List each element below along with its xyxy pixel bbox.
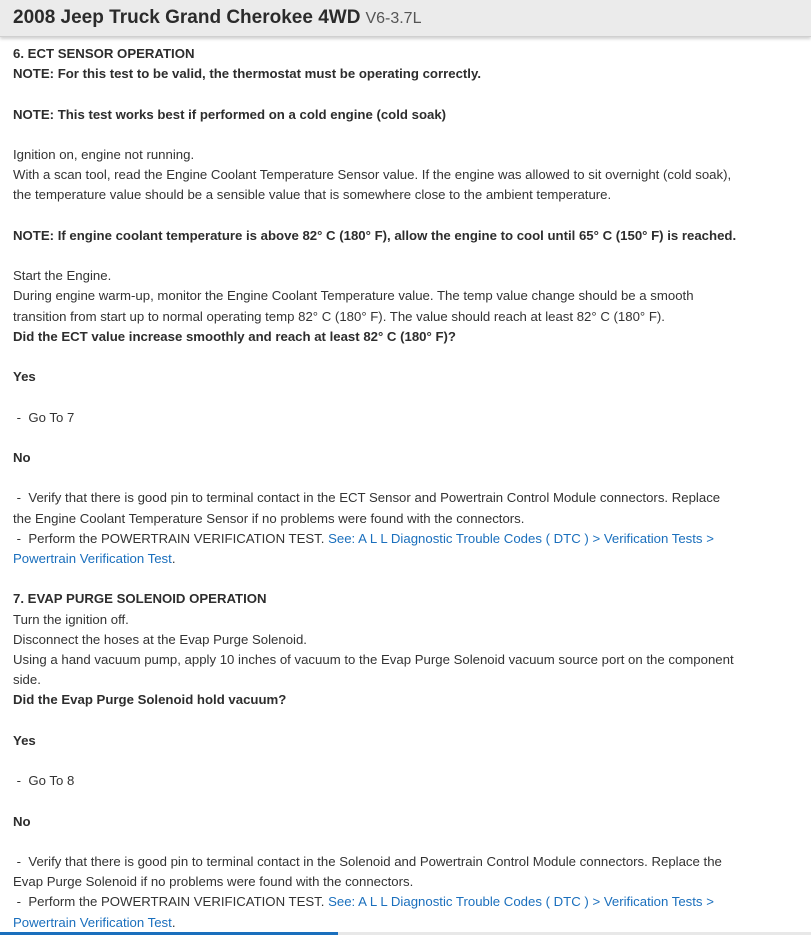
answer-no-label: No <box>13 449 31 465</box>
powertrain-verification-link[interactable]: Powertrain Verification Test <box>13 914 172 930</box>
powertrain-verification-link[interactable]: Powertrain Verification Test <box>13 550 172 566</box>
test-question: Did the ECT value increase smoothly and reach at least 82° C (180° F)? <box>13 328 456 344</box>
step-text: Start the Engine. <box>13 268 112 284</box>
answer-no-label: No <box>13 813 31 829</box>
no-action: Evap Purge Solenoid if no problems were found with the connectors. <box>13 874 414 890</box>
test-question: Did the Evap Purge Solenoid hold vacuum? <box>13 692 287 708</box>
vehicle-title: 2008 Jeep Truck Grand Cherokee 4WD V6-3.7L <box>13 7 422 28</box>
verification-tests-link[interactable]: See: A L L Diagnostic Trouble Codes ( DTC ) > Verification Tests > <box>328 894 714 910</box>
verification-step: - Perform the POWERTRAIN VERIFICATION TEST. See: A L L Diagnostic Trouble Codes ( DTC ) > Verification Tests > <box>13 894 714 910</box>
no-action: - Verify that there is good pin to terminal contact in the Solenoid and Powertrain Control Module connectors. Replace the <box>13 853 722 869</box>
step-text: Turn the ignition off. <box>13 611 129 627</box>
page-header <box>0 0 811 37</box>
answer-yes-label: Yes <box>13 369 36 385</box>
step-text: transition from start up to normal operating temp 82° C (180° F). The value should reach at least 82° C (180° F). <box>13 308 665 324</box>
note-cold-soak: NOTE: This test works best if performed on a cold engine (cold soak) <box>13 106 447 122</box>
yes-action: - Go To 7 <box>13 409 75 425</box>
note-coolant-temp: NOTE: If engine coolant temperature is above 82° C (180° F), allow the engine to cool until 65° C (150° F) is reached. <box>13 227 737 243</box>
engine-label: V6-3.7L <box>365 10 422 27</box>
procedure-content <box>13 44 791 933</box>
step-text: With a scan tool, read the Engine Coolant Temperature Sensor value. If the engine was allowed to sit overnight (cold soak), <box>13 167 732 183</box>
step-text: Disconnect the hoses at the Evap Purge Solenoid. <box>13 631 307 647</box>
no-action: - Verify that there is good pin to terminal contact in the ECT Sensor and Powertrain Control Module connectors. Replace <box>13 490 721 506</box>
section-6-heading: 6. ECT SENSOR OPERATION <box>13 46 195 61</box>
verification-step: - Perform the POWERTRAIN VERIFICATION TEST. See: A L L Diagnostic Trouble Codes ( DTC ) > Verification Tests > <box>13 530 714 546</box>
verification-tests-link[interactable]: See: A L L Diagnostic Trouble Codes ( DTC ) > Verification Tests > <box>328 530 714 546</box>
section-7-heading: 7. EVAP PURGE SOLENOID OPERATION <box>13 591 267 607</box>
answer-yes-label: Yes <box>13 732 36 748</box>
step-text: During engine warm-up, monitor the Engine Coolant Temperature value. The temp value change should be a smooth <box>13 288 694 304</box>
yes-action: - Go To 8 <box>13 773 75 789</box>
step-text: Ignition on, engine not running. <box>13 146 195 162</box>
step-text: the temperature value should be a sensible value that is somewhere close to the ambient temperature. <box>13 187 612 203</box>
step-text: Using a hand vacuum pump, apply 10 inches of vacuum to the Evap Purge Solenoid vacuum source port on the component <box>13 651 734 667</box>
step-text: side. <box>13 672 41 688</box>
no-action: the Engine Coolant Temperature Sensor if no problems were found with the connectors. <box>13 510 525 526</box>
note-thermostat: NOTE: For this test to be valid, the thermostat must be operating correctly. <box>13 66 481 82</box>
verification-step: Powertrain Verification Test. <box>13 914 176 930</box>
verification-step: Powertrain Verification Test. <box>13 550 176 566</box>
